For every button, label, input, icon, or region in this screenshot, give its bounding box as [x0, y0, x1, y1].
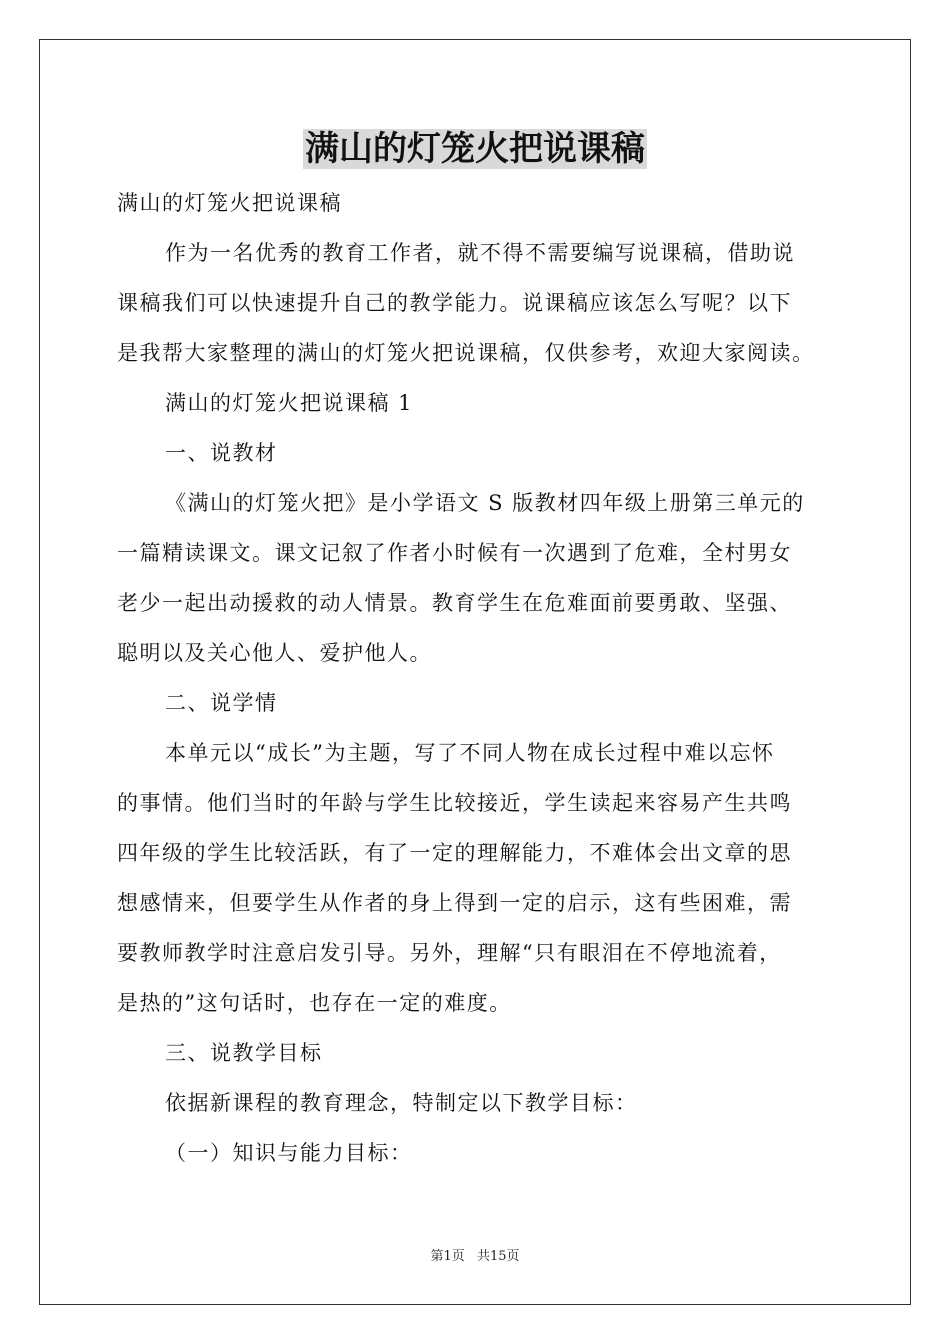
paragraph-line: 的事情。他们当时的年龄与学生比较接近，学生读起来容易产生共鸣	[117, 791, 792, 815]
paragraph-line: 课稿我们可以快速提升自己的教学能力。说课稿应该怎么写呢？以下	[117, 291, 792, 315]
paragraph-line: 满山的灯笼火把说课稿	[117, 191, 342, 215]
paragraph-line: 本单元以“成长”为主题，写了不同人物在成长过程中难以忘怀	[165, 741, 775, 765]
paragraph-line: 聪明以及关心他人、爱护他人。	[117, 641, 432, 665]
page-number: 第1页	[430, 1249, 465, 1264]
document-body	[117, 178, 837, 1178]
paragraph-line: 是热的”这句话时，也存在一定的难度。	[117, 991, 512, 1015]
paragraph-line: 老少一起出动援救的动人情景。教育学生在危难面前要勇敢、坚强、	[117, 591, 792, 615]
paragraph-line: 一篇精读课文。课文记叙了作者小时候有一次遇到了危难，全村男女	[117, 541, 792, 565]
section-heading: 满山的灯笼火把说课稿 1	[165, 391, 414, 415]
paragraph-line: 依据新课程的教育理念，特制定以下教学目标：	[165, 1091, 638, 1115]
paragraph-line: 四年级的学生比较活跃，有了一定的理解能力，不难体会出文章的思	[117, 841, 792, 865]
sub-heading: （一）知识与能力目标：	[165, 1141, 413, 1165]
document-title: 满山的灯笼火把说课稿	[305, 129, 645, 169]
paragraph-line: 作为一名优秀的教育工作者，就不得不需要编写说课稿，借助说	[165, 241, 795, 265]
page-total: 共15页	[476, 1249, 520, 1264]
paragraph-line: 《满山的灯笼火把》是小学语文 S 版教材四年级上册第三单元的	[165, 491, 805, 515]
paragraph-line: 是我帮大家整理的满山的灯笼火把说课稿，仅供参考，欢迎大家阅读。	[117, 341, 815, 365]
section-heading: 二、说学情	[165, 691, 278, 715]
section-heading: 一、说教材	[165, 441, 278, 465]
paragraph-line: 要教师教学时注意启发引导。另外，理解“只有眼泪在不停地流着，	[117, 941, 782, 965]
page-footer	[0, 1247, 950, 1267]
paragraph-line: 想感情来，但要学生从作者的身上得到一定的启示，这有些困难，需	[117, 891, 792, 915]
section-heading: 三、说教学目标	[165, 1041, 323, 1065]
